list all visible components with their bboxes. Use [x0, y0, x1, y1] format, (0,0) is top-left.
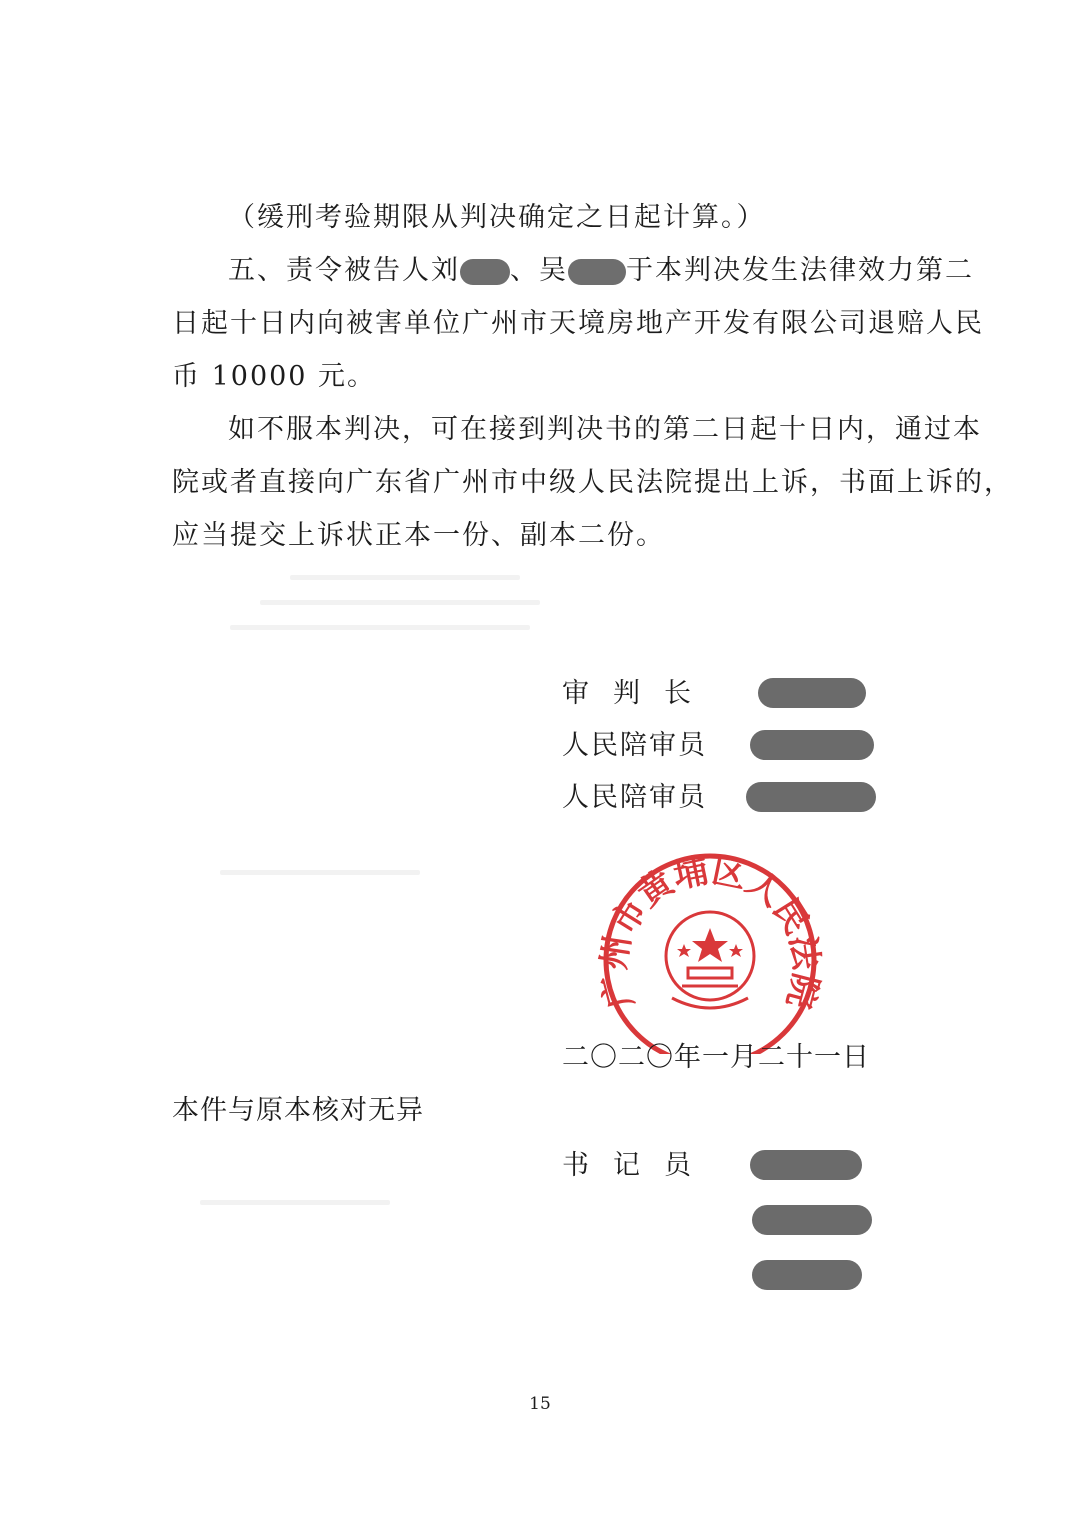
bleed-through-mark [200, 1200, 390, 1205]
appeal-line-3: 应当提交上诉状正本一份、副本二份。 [172, 520, 665, 551]
paragraph-five-line-3: 币 10000 元。 [172, 361, 377, 392]
para5-text-c: 于本判决发生法律效力第二 [626, 255, 974, 286]
clerk-label: 书记员 [562, 1150, 715, 1181]
bleed-through-mark [290, 575, 520, 580]
national-emblem-icon [666, 912, 754, 1008]
seal-text: 广州市黄埔区人民法院 [593, 850, 827, 1013]
redacted-assessor-2-name [746, 782, 876, 812]
bleed-through-mark [230, 625, 530, 630]
court-seal [592, 848, 828, 1054]
page-number: 15 [529, 1394, 551, 1414]
bleed-through-mark [260, 600, 540, 605]
appeal-line-1: 如不服本判决，可在接到判决书的第二日起十日内，通过本 [228, 414, 982, 445]
judgment-date: 二〇二〇年一月二十一日 [562, 1042, 870, 1073]
redacted-chief-judge-name [758, 678, 866, 708]
bleed-through-mark [220, 870, 420, 875]
redacted-name [568, 259, 626, 285]
paragraph-five-line-1 [228, 253, 974, 289]
redacted-clerk-name-2 [752, 1205, 872, 1235]
redacted-clerk-name-3 [752, 1260, 862, 1290]
redacted-assessor-1-name [750, 730, 874, 760]
chief-judge-label: 审判长 [562, 678, 715, 709]
appeal-line-2: 院或者直接向广东省广州市中级人民法院提出上诉，书面上诉的， [172, 467, 1013, 498]
redacted-clerk-name [750, 1150, 862, 1180]
paragraph-five-line-2: 日起十日内向被害单位广州市天境房地产开发有限公司退赔人民 [172, 308, 984, 339]
para5-text-b: 、吴 [510, 255, 568, 286]
assessor-1-label: 人民陪审员 [562, 730, 707, 761]
verified-copy-note: 本件与原本核对无异 [172, 1095, 424, 1126]
para5-text-a: 五、责令被告人刘 [228, 255, 460, 286]
redacted-name [460, 259, 510, 285]
assessor-2-label: 人民陪审员 [562, 782, 707, 813]
probation-note: （缓刑考验期限从判决确定之日起计算。） [228, 202, 766, 233]
